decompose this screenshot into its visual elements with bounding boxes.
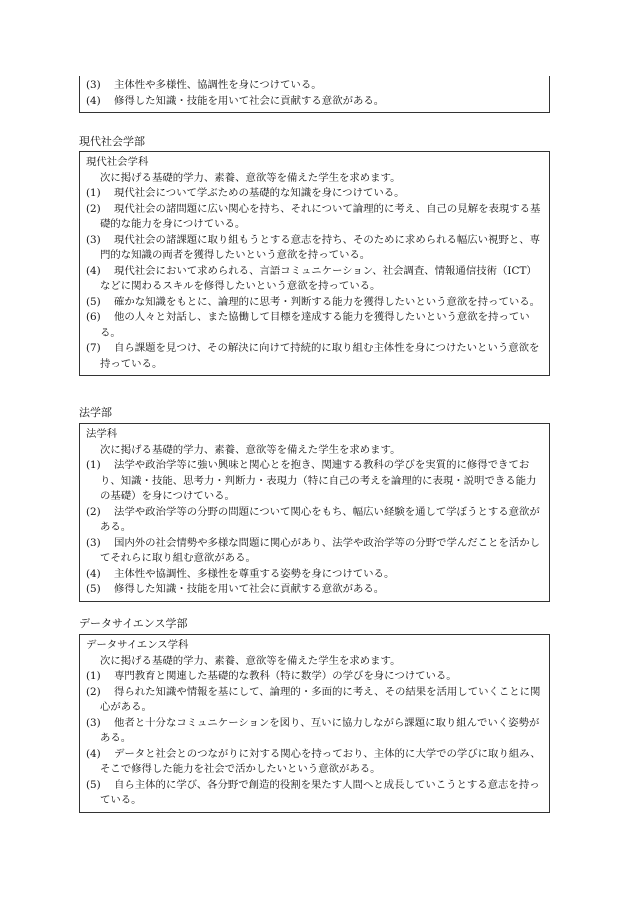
list-item: (1) 専門教育と関連した基礎的な教科（特に数学）の学びを身につけている。 (86, 670, 457, 682)
list-item: (6) 他の人々と対話し、また協働して目標を達成する能力を獲得したいという意欲を持っている。 (86, 311, 530, 339)
list-item: (3) 主体性や多様性、協調性を身につけている。 (86, 79, 322, 91)
list-item: (3) 他者と十分なコミュニケーションを図り、互いに協力しながら課題に取り組んでいく姿勢がある。 (86, 716, 540, 744)
list-item: (4) 現代社会において求められる、言語コミュニケーション、社会調査、情報通信技術（ICT）などに関わるスキルを修得したいという意欲を持っている。 (86, 264, 537, 292)
list-item: (2) 現代社会の諸問題に広い関心を持ち、それについて論理的に考え、自己の見解を表現する基礎的な能力を身につけている。 (86, 202, 541, 230)
policy-box (79, 423, 550, 602)
list-item: (3) 国内外の社会情勢や多様な問題に関心があり、法学や政治学等の分野で学んだことを活かしてそれらに取り組む意欲がある。 (86, 536, 541, 564)
list-item: (2) 得られた知識や情報を基にして、論理的・多面的に考え、その結果を活用していくことに関心がある。 (86, 685, 541, 713)
list-item: (4) 主体性や協調性、多様性を尊重する姿勢を身につけている。 (86, 567, 395, 580)
section-title-faculty: 法学部 (79, 406, 112, 419)
list-item: (4) データと社会とのつながりに対する関心を持っており、主体的に大学での学びに取り組み、そこで修得した能力を社会で活かしたいという意欲がある。 (86, 747, 541, 775)
intro-text: 次に掲げる基礎的学力、素養、意欲等を備えた学生を求めます。 (100, 443, 401, 456)
department-name: データサイエンス学科 (86, 639, 189, 651)
list-item: (3) 現代社会の諸課題に取り組もうとする意志を持ち、そのために求められる幅広い視野と、専門的な知識の両者を獲得したいという意欲を持っている。 (86, 233, 541, 261)
policy-box (79, 151, 550, 376)
list-item: (5) 修得した知識・技能を用いて社会に貢献する意欲がある。 (86, 583, 385, 595)
list-item: (7) 自ら課題を見つけ、その解決に向けて持続的に取り組む主体性を身につけたいという意欲を持っている。 (86, 342, 540, 370)
intro-text: 次に掲げる基礎的学力、素養、意欲等を備えた学生を求めます。 (100, 171, 401, 184)
list-item: (2) 法学や政治学等の分野の問題について関心をもち、幅広い経験を通して学ぼうとする意欲がある。 (86, 505, 540, 533)
department-name: 法学科 (86, 428, 118, 440)
continued-policy-box (79, 76, 550, 113)
section-title-faculty: データサイエンス学部 (79, 617, 188, 630)
list-item: (1) 現代社会について学ぶための基礎的な知識を身につけている。 (86, 187, 405, 199)
section-title-faculty: 現代社会学部 (79, 135, 145, 148)
intro-text: 次に掲げる基礎的学力、素養、意欲等を備えた学生を求めます。 (100, 654, 401, 667)
list-item: (5) 確かな知識をもとに、論理的に思考・判断する能力を獲得したいという意欲を持っている。 (86, 295, 541, 308)
list-item: (4) 修得した知識・技能を用いて社会に貢献する意欲がある。 (86, 94, 385, 107)
list-item: (1) 法学や政治学等に強い興味と関心とを抱き、関連する教科の学びを実質的に修得できており、知識・技能、思考力・判断力・表現力（特に自己の考えを論理的に表現・説明できる能力の基礎）を身につけている。 (86, 459, 537, 502)
list-item: (5) 自ら主体的に学び、各分野で創造的役割を果たす人間へと成長していこうとする意志を持っている。 (86, 778, 540, 806)
department-name: 現代社会学科 (86, 156, 149, 168)
policy-box (79, 634, 550, 813)
